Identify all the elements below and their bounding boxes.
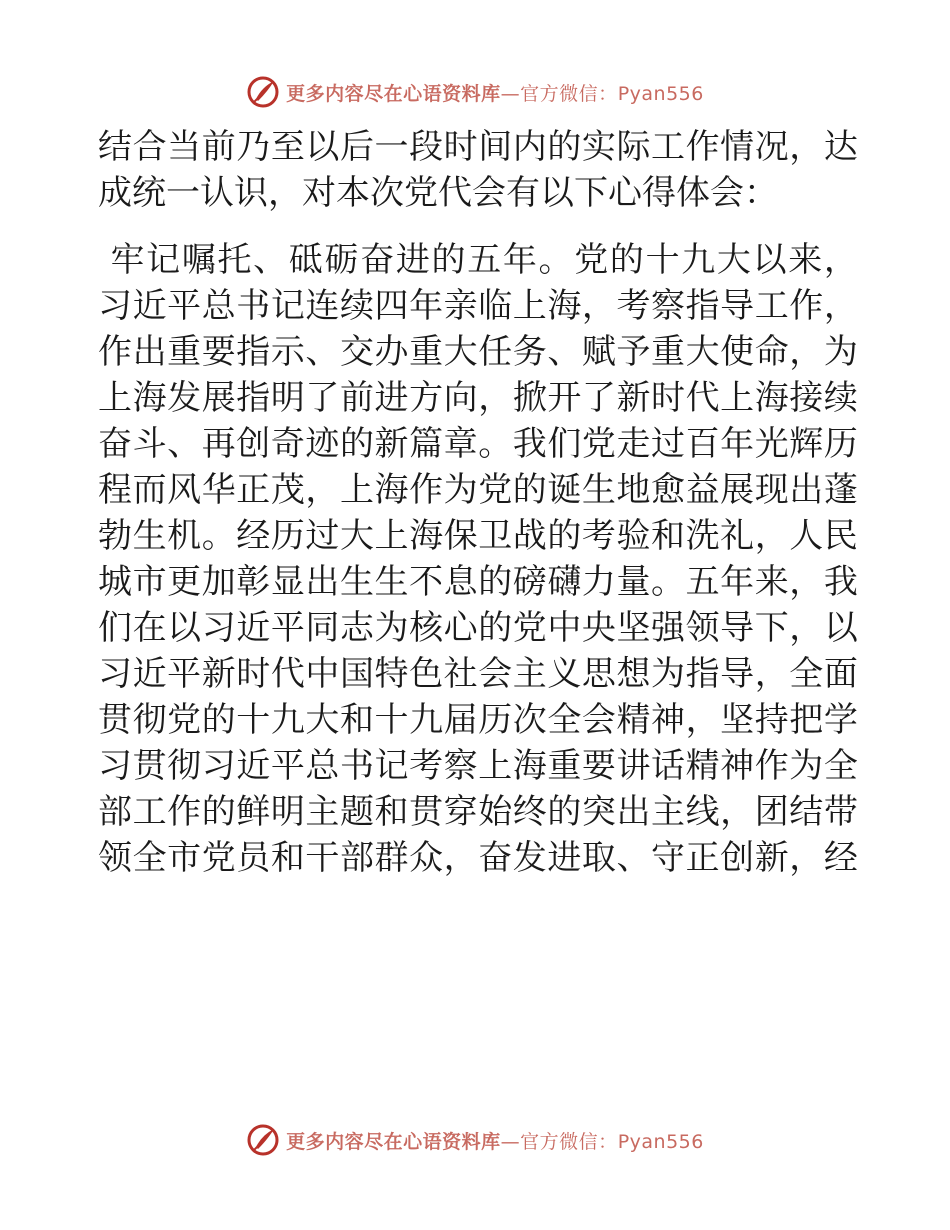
header-site-text: 更多内容尽在心语资料库 [286,82,501,105]
footer-site-text: 更多内容尽在心语资料库 [286,1130,501,1153]
footer-wechat-label: 官方微信： [520,1130,618,1153]
quill-pen-logo-icon [246,75,280,109]
text-line: 成统一认识，对本次党代会有以下心得体会： [98,173,778,213]
header-dash: — [500,82,521,105]
text-line: 勃 生 机 。 经 历 过 大 上 海 保 卫 战 的 考 验 和 洗 礼 ， 人 民 [98,516,858,556]
quill-pen-logo-icon [246,1123,280,1157]
paragraph-1 [98,124,858,216]
header-wechat-id: Pyan556 [617,82,704,105]
text-line: 程 而 风 华 正 茂 ， 上 海 作 为 党 的 诞 生 地 愈 益 展 现 出 蓬 [98,470,858,510]
footer-text [286,1127,704,1154]
text-line: 上 海 发 展 指 明 了 前 进 方 向 ， 掀 开 了 新 时 代 上 海 接 续 [98,378,858,418]
text-line: 习 近 平 新 时 代 中 国 特 色 社 会 主 义 思 想 为 指 导 ， 全 面 [98,654,858,694]
text-line: 城 市 更 加 彰 显 出 生 生 不 息 的 磅 礴 力 量 。 五 年 来 ， 我 [98,562,858,602]
paragraph-2 [98,237,858,881]
text-line: 们 在 以 习 近 平 同 志 为 核 心 的 党 中 央 坚 强 领 导 下 ， 以 [98,608,858,648]
text-line: 领 全 市 党 员 和 干 部 群 众 ， 奋 发 进 取 、 守 正 创 新 ， 经 [98,838,858,878]
text-line: 奋 斗 、 再 创 奇 迹 的 新 篇 章 。 我 们 党 走 过 百 年 光 辉 历 [98,424,858,464]
text-line: 牢 记 嘱 托 、 砥 砺 奋 进 的 五 年 。 党 的 十 九 大 以 来 ， [110,240,858,280]
footer-wechat-id: Pyan556 [617,1130,704,1153]
header-banner [0,72,950,112]
document-body [98,124,858,881]
text-line: 习 近 平 总 书 记 连 续 四 年 亲 临 上 海 ， 考 察 指 导 工 作 ， [98,286,858,326]
text-line: 结 合 当 前 乃 至 以 后 一 段 时 间 内 的 实 际 工 作 情 况 ， 达 [98,127,858,167]
footer-banner [0,1120,950,1160]
header-text [286,79,704,106]
text-line: 部 工 作 的 鲜 明 主 题 和 贯 穿 始 终 的 突 出 主 线 ， 团 结 带 [98,792,858,832]
text-line: 习 贯 彻 习 近 平 总 书 记 考 察 上 海 重 要 讲 话 精 神 作 为 全 [98,746,858,786]
header-wechat-label: 官方微信： [520,82,618,105]
text-line: 作 出 重 要 指 示 、 交 办 重 大 任 务 、 赋 予 重 大 使 命 ， 为 [98,332,858,372]
footer-dash: — [500,1130,521,1153]
text-line: 贯 彻 党 的 十 九 大 和 十 九 届 历 次 全 会 精 神 ， 坚 持 把 学 [98,700,858,740]
